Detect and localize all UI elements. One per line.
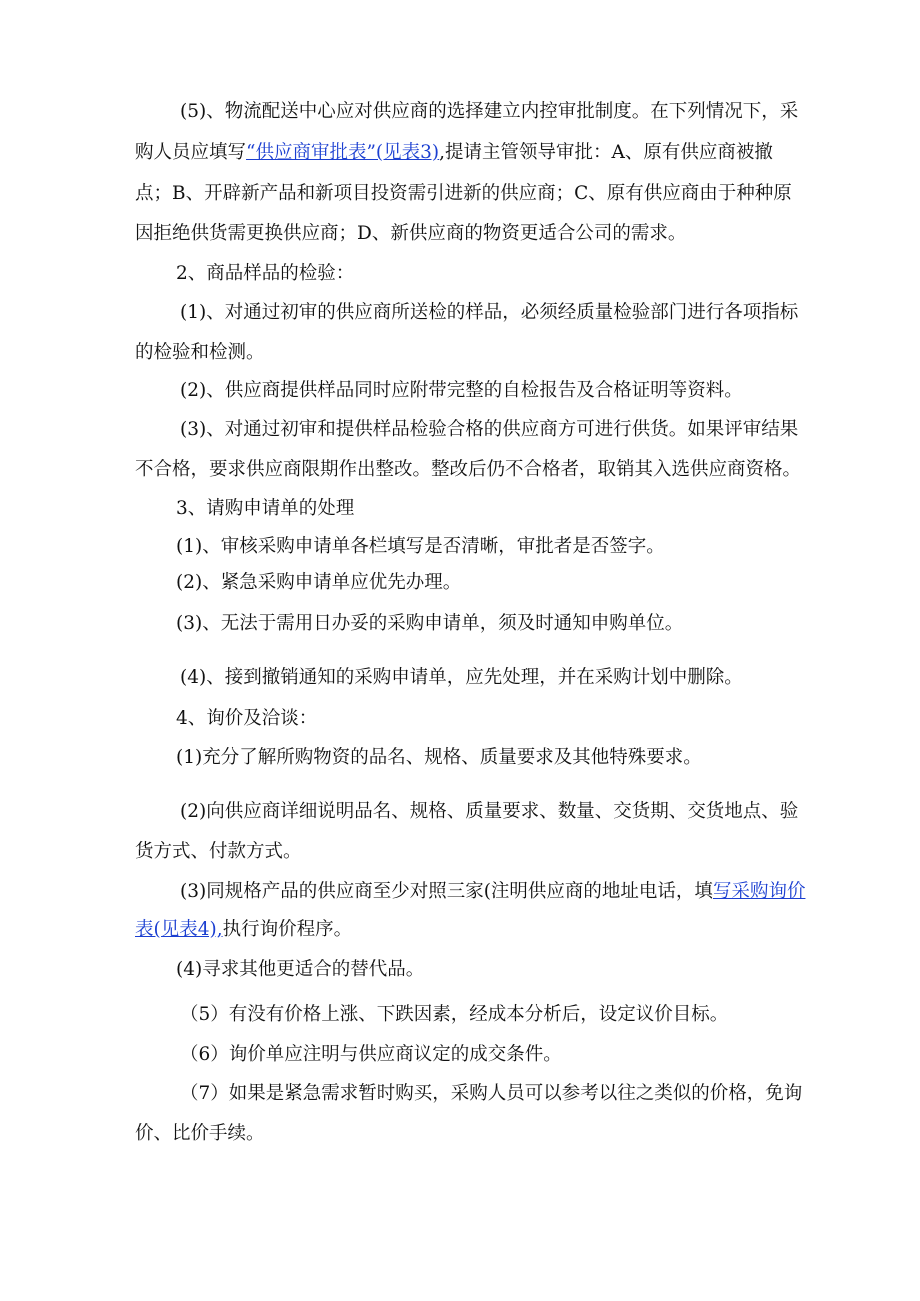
p5-line-2-pre: 购人员应填写 (135, 142, 247, 163)
p5-line-4: 因拒绝供货需更换供应商；D、新供应商的物资更适合公司的需求。 (135, 223, 687, 244)
s3-item-1: (1)、审核采购申请单各栏填写是否清晰，审批者是否签字。 (176, 536, 665, 557)
s2-item-3-line-1: (3)、对通过初审和提供样品检验合格的供应商方可进行供货。如果评审结果 (180, 419, 799, 440)
s4-item-3-line-2-post: 执行询价程序。 (222, 919, 353, 940)
s4-item-2-line-2: 货方式、付款方式。 (135, 841, 302, 862)
p5-line-3: 点；B、开辟新产品和新项目投资需引进新的供应商；C、原有供应商由于种种原 (135, 183, 792, 204)
section-3-heading: 3、请购申请单的处理 (176, 498, 355, 519)
s2-item-1-line-2: 的检验和检测。 (135, 342, 265, 363)
s3-item-4: (4)、接到撤销通知的采购申请单，应先处理，并在采购计划中删除。 (180, 667, 743, 688)
p5-line-1: (5)、物流配送中心应对供应商的选择建立内控审批制度。在下列情况下，采 (180, 101, 799, 122)
purchase-inquiry-form-link[interactable]: 写采购询价 (712, 881, 806, 902)
p5-line-2 (135, 141, 773, 165)
s4-item-2-line-1: (2)向供应商详细说明品名、规格、质量要求、数量、交货期、交货地点、验 (180, 801, 799, 822)
s4-item-6: （6）询价单应注明与供应商议定的成交条件。 (180, 1044, 562, 1065)
supplier-approval-form-link[interactable]: “供应商审批表”(见表3) (246, 142, 440, 163)
s4-item-5: （5）有没有价格上涨、下跌因素，经成本分析后，设定议价目标。 (180, 1004, 729, 1025)
s4-item-7-line-2: 价、比价手续。 (135, 1123, 265, 1144)
section-4-heading: 4、询价及洽谈： (176, 708, 318, 729)
s4-item-3-line-1 (180, 880, 805, 904)
s3-item-3: (3)、无法于需用日办妥的采购申请单，须及时通知申购单位。 (176, 613, 684, 634)
s2-item-2: (2)、供应商提供样品同时应附带完整的自检报告及合格证明等资料。 (180, 380, 743, 401)
s4-item-3-line-1-pre: (3)同规格产品的供应商至少对照三家(注明供应商的地址电话，填 (180, 881, 713, 902)
s4-item-7-line-1: （7）如果是紧急需求暂时购买，采购人员可以参考以往之类似的价格，免询 (180, 1083, 803, 1104)
s4-item-4: (4)寻求其他更适合的替代品。 (176, 959, 425, 980)
s2-item-3-line-2: 不合格，要求供应商限期作出整改。整改后仍不合格者，取销其入选供应商资格。 (135, 459, 802, 480)
s4-item-3-line-2 (135, 918, 352, 942)
s3-item-2: (2)、紧急采购申请单应优先办理。 (176, 572, 462, 593)
s2-item-1-line-1: (1)、对通过初审的供应商所送检的样品，必须经质量检验部门进行各项指标 (180, 302, 799, 323)
s4-item-1: (1)充分了解所购物资的品名、规格、质量要求及其他特殊要求。 (176, 747, 702, 768)
section-2-heading: 2、商品样品的检验： (176, 263, 355, 284)
purchase-inquiry-form-link-cont[interactable]: 表(见表4), (135, 919, 223, 940)
p5-line-2-post: ,提请主管领导审批：A、原有供应商被撤 (439, 142, 773, 163)
